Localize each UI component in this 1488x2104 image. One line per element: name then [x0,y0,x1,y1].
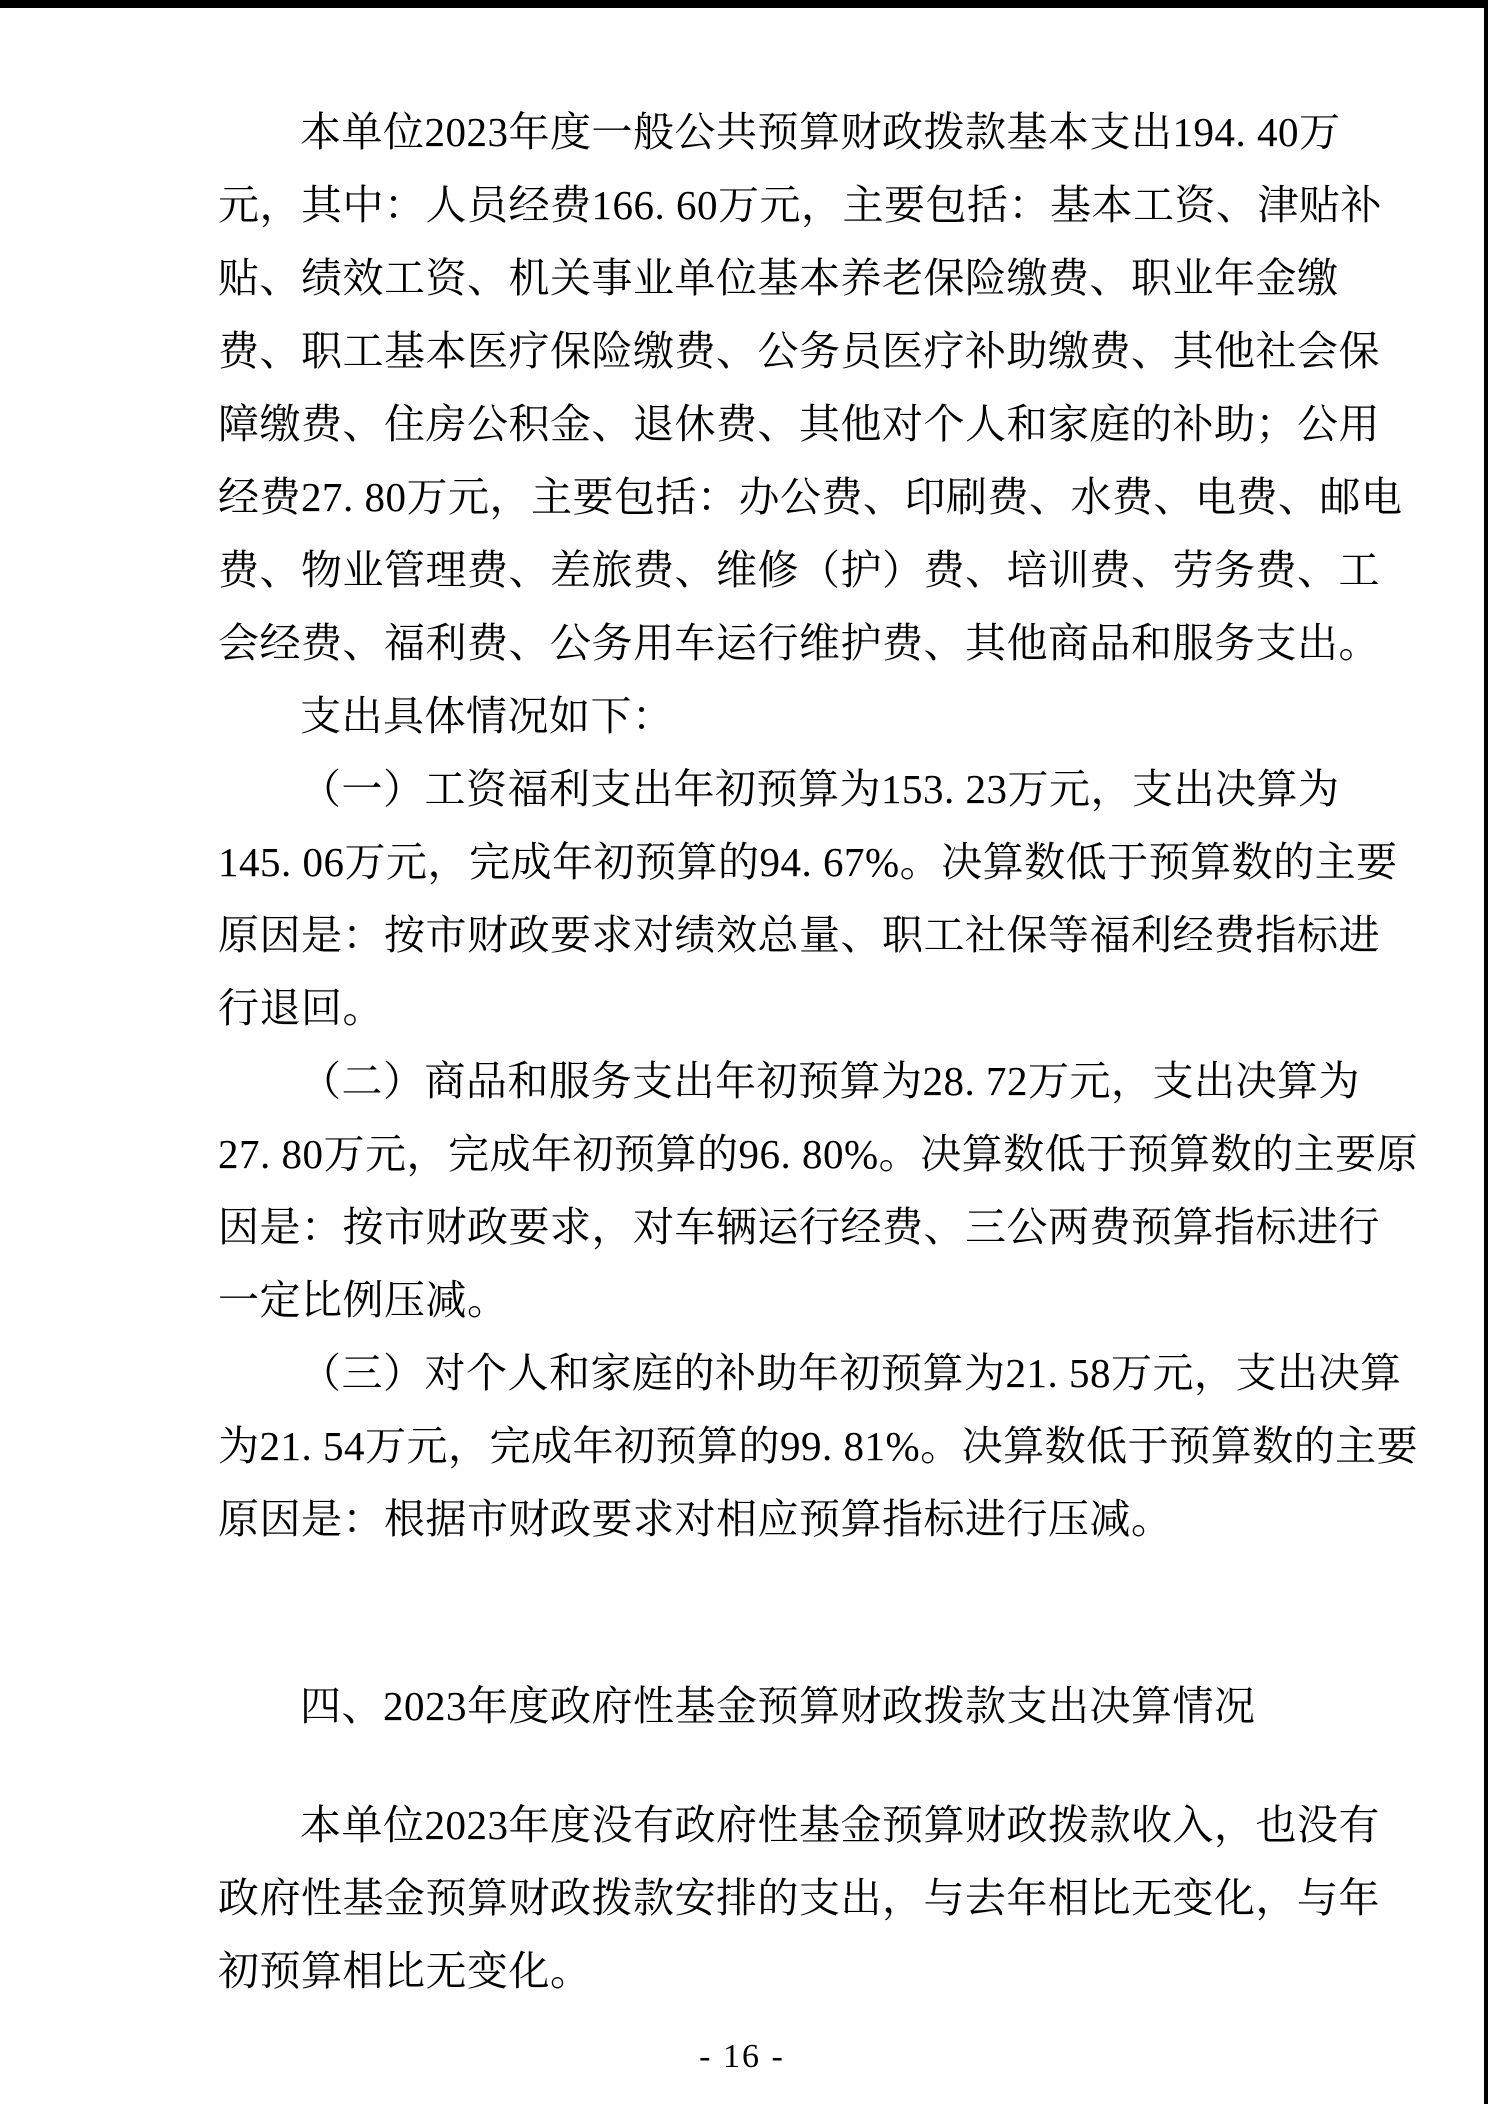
paragraph-expenditure-details-intro [218,680,1324,753]
section-heading: 四、2023年度政府性基金预算财政拨款支出决算情况 [300,1683,1256,1729]
text-line: 145. 06万元，完成年初预算的94. 67%。决算数低于预算数的主要 [218,839,1398,885]
text-line: 元，其中：人员经费166. 60万元，主要包括：基本工资、津贴补 [218,182,1382,228]
text-line: 为21. 54万元，完成年初预算的99. 81%。决算数低于预算数的主要 [218,1423,1419,1469]
paragraph-general-budget-basic-expenditure [218,96,1403,680]
document-body [218,96,1419,2008]
text-line: 支出具体情况如下： [300,693,674,739]
paragraph-item-2-goods-services [218,1045,1419,1337]
paragraph-government-fund-budget [218,1789,1380,2008]
text-line: 本单位2023年度一般公共预算财政拨款基本支出194. 40万 [300,109,1341,155]
text-line: 27. 80万元，完成年初预算的96. 80%。决算数低于预算数的主要原 [218,1131,1419,1177]
scan-edge-right-line [1484,0,1488,2104]
text-line: 费、物业管理费、差旅费、维修（护）费、培训费、劳务费、工 [218,547,1380,593]
paragraph-item-3-individual-family-subsidies [218,1337,1419,1556]
text-line: 障缴费、住房公积金、退休费、其他对个人和家庭的补助；公用 [218,401,1380,447]
paragraph-item-1-salary-welfare [218,753,1398,1045]
text-line: 会经费、福利费、公务用车运行维护费、其他商品和服务支出。 [218,620,1380,666]
text-line: 费、职工基本医疗保险缴费、公务员医疗补助缴费、其他社会保 [218,328,1380,374]
text-line: 原因是：根据市财政要求对相应预算指标进行压减。 [218,1496,1173,1542]
text-line: 贴、绩效工资、机关事业单位基本养老保险缴费、职业年金缴 [218,255,1339,301]
text-line: （三）对个人和家庭的补助年初预算为21. 58万元，支出决算 [300,1350,1402,1396]
text-line: 原因是：按市财政要求对绩效总量、职工社保等福利经费指标进 [218,912,1380,958]
text-line: （一）工资福利支出年初预算为153. 23万元，支出决算为 [300,766,1340,812]
text-line: 经费27. 80万元，主要包括：办公费、印刷费、水费、电费、邮电 [218,474,1403,520]
text-line: 因是：按市财政要求，对车辆运行经费、三公两费预算指标进行 [218,1204,1380,1250]
page-number: - 16 - [699,2038,785,2075]
scan-edge-top-bar [0,0,1488,8]
text-line: 本单位2023年度没有政府性基金预算财政拨款收入，也没有 [300,1802,1380,1848]
text-line: 行退回。 [218,985,384,1031]
text-line: 一定比例压减。 [218,1277,509,1323]
text-line: （二）商品和服务支出年初预算为28. 72万元，支出决算为 [300,1058,1360,1104]
text-line: 政府性基金预算财政拨款安排的支出，与去年相比无变化，与年 [218,1875,1380,1921]
text-line: 初预算相比无变化。 [218,1948,592,1994]
